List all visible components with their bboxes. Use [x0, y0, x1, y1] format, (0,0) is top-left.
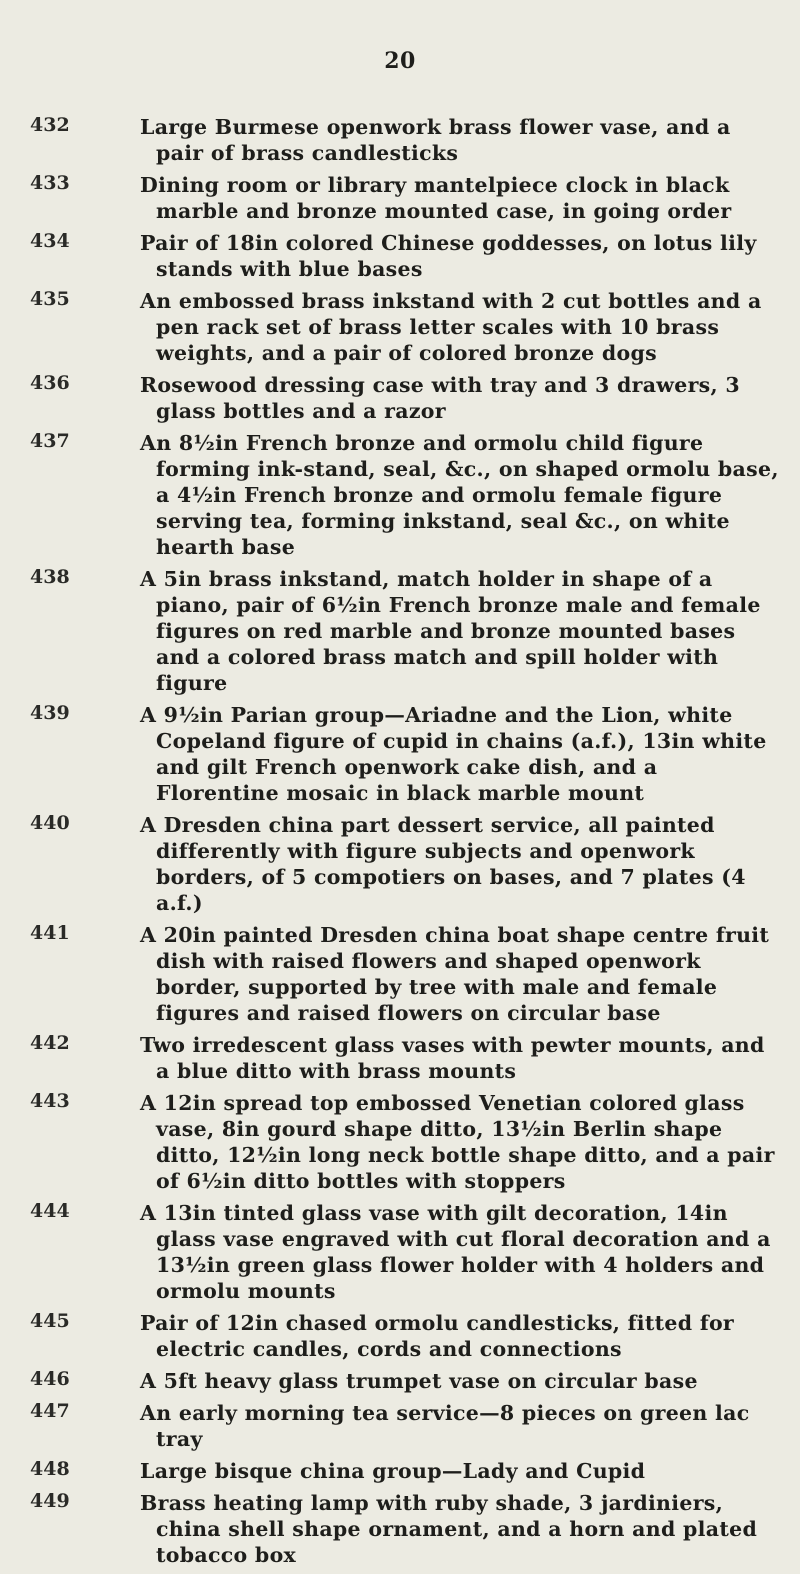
lot-entry: [0, 430, 800, 560]
lot-description: A Dresden china part dessert service, all painted differently with figure subjects and openwork borders, of 5 compotiers on bases, and 7 plates (4 a.f.): [140, 813, 746, 915]
lot-entry: [0, 1090, 800, 1194]
lot-entry: [0, 114, 800, 166]
lot-number: 440: [30, 812, 70, 834]
lot-number: 435: [30, 288, 70, 310]
lot-description: Dining room or library mantelpiece clock in black marble and bronze mounted case, in going order: [140, 173, 732, 223]
lot-number: 442: [30, 1032, 70, 1054]
lot-entry: [0, 1032, 800, 1084]
lot-number: 445: [30, 1310, 70, 1332]
lot-entry: [0, 172, 800, 224]
lot-description: A 5in brass inkstand, match holder in shape of a piano, pair of 6½in French bronze male and female figures on red marble and bronze mounted bases and a colored brass match and spill holder with figure: [140, 567, 761, 695]
lot-description: A 9½in Parian group—Ariadne and the Lion, white Copeland figure of cupid in chains (a.f.), 13in white and gilt French openwork cake dish, and a Florentine mosaic in black marble mount: [140, 703, 767, 805]
lot-number: 449: [30, 1490, 70, 1512]
lot-number: 434: [30, 230, 70, 252]
lot-description: A 12in spread top embossed Venetian colored glass vase, 8in gourd shape ditto, 13½in Berlin shape ditto, 12½in long neck bottle shape ditto, and a pair of 6½in ditto bottles with stoppers: [140, 1091, 775, 1193]
page-number: 20: [384, 48, 416, 74]
lot-number: 433: [30, 172, 70, 194]
lot-entry: [0, 1310, 800, 1362]
lot-number: 447: [30, 1400, 70, 1422]
lot-description: An 8½in French bronze and ormolu child figure forming ink-stand, seal, &c., on shaped ormolu base, a 4½in French bronze and ormolu female figure serving tea, forming inkstand, seal &c., on white hearth base: [140, 431, 779, 559]
lot-number: 437: [30, 430, 70, 452]
lot-number: 444: [30, 1200, 70, 1222]
lot-number: 446: [30, 1368, 70, 1390]
lot-number: 448: [30, 1458, 70, 1480]
lot-number: 438: [30, 566, 70, 588]
lot-description: An embossed brass inkstand with 2 cut bottles and a pen rack set of brass letter scales with 10 brass weights, and a pair of colored bronze dogs: [140, 289, 762, 365]
lot-entry: [0, 372, 800, 424]
lot-description: A 5ft heavy glass trumpet vase on circular base: [140, 1369, 698, 1393]
lot-entry: [0, 1458, 800, 1484]
lot-number: 439: [30, 702, 70, 724]
lot-entry: [0, 230, 800, 282]
lot-description: Pair of 12in chased ormolu candlesticks, fitted for electric candles, cords and connections: [140, 1311, 735, 1361]
lot-entry: [0, 1400, 800, 1452]
lot-entry: [0, 1368, 800, 1394]
lot-list: [0, 114, 800, 1574]
lot-description: Rosewood dressing case with tray and 3 drawers, 3 glass bottles and a razor: [140, 373, 740, 423]
lot-description: Pair of 18in colored Chinese goddesses, on lotus lily stands with blue bases: [140, 231, 757, 281]
lot-number: 441: [30, 922, 70, 944]
lot-description: Large bisque china group—Lady and Cupid: [140, 1459, 646, 1483]
lot-entry: [0, 922, 800, 1026]
lot-description: Brass heating lamp with ruby shade, 3 jardiniers, china shell shape ornament, and a horn and plated tobacco box: [140, 1491, 758, 1567]
lot-entry: [0, 1490, 800, 1568]
lot-number: 443: [30, 1090, 70, 1112]
lot-entry: [0, 1200, 800, 1304]
lot-description: Two irredescent glass vases with pewter mounts, and a blue ditto with brass mounts: [140, 1033, 765, 1083]
lot-description: A 20in painted Dresden china boat shape centre fruit dish with raised flowers and shaped openwork border, supported by tree with male and female figures and raised flowers on circular base: [140, 923, 770, 1025]
lot-entry: [0, 702, 800, 806]
lot-number: 436: [30, 372, 70, 394]
lot-entry: [0, 288, 800, 366]
lot-entry: [0, 812, 800, 916]
lot-description: A 13in tinted glass vase with gilt decoration, 14in glass vase engraved with cut floral decoration and a 13½in green glass flower holder with 4 holders and ormolu mounts: [140, 1201, 771, 1303]
lot-number: 432: [30, 114, 70, 136]
lot-description: Large Burmese openwork brass flower vase, and a pair of brass candlesticks: [140, 115, 731, 165]
lot-description: An early morning tea service—8 pieces on green lac tray: [140, 1401, 750, 1451]
lot-entry: [0, 566, 800, 696]
